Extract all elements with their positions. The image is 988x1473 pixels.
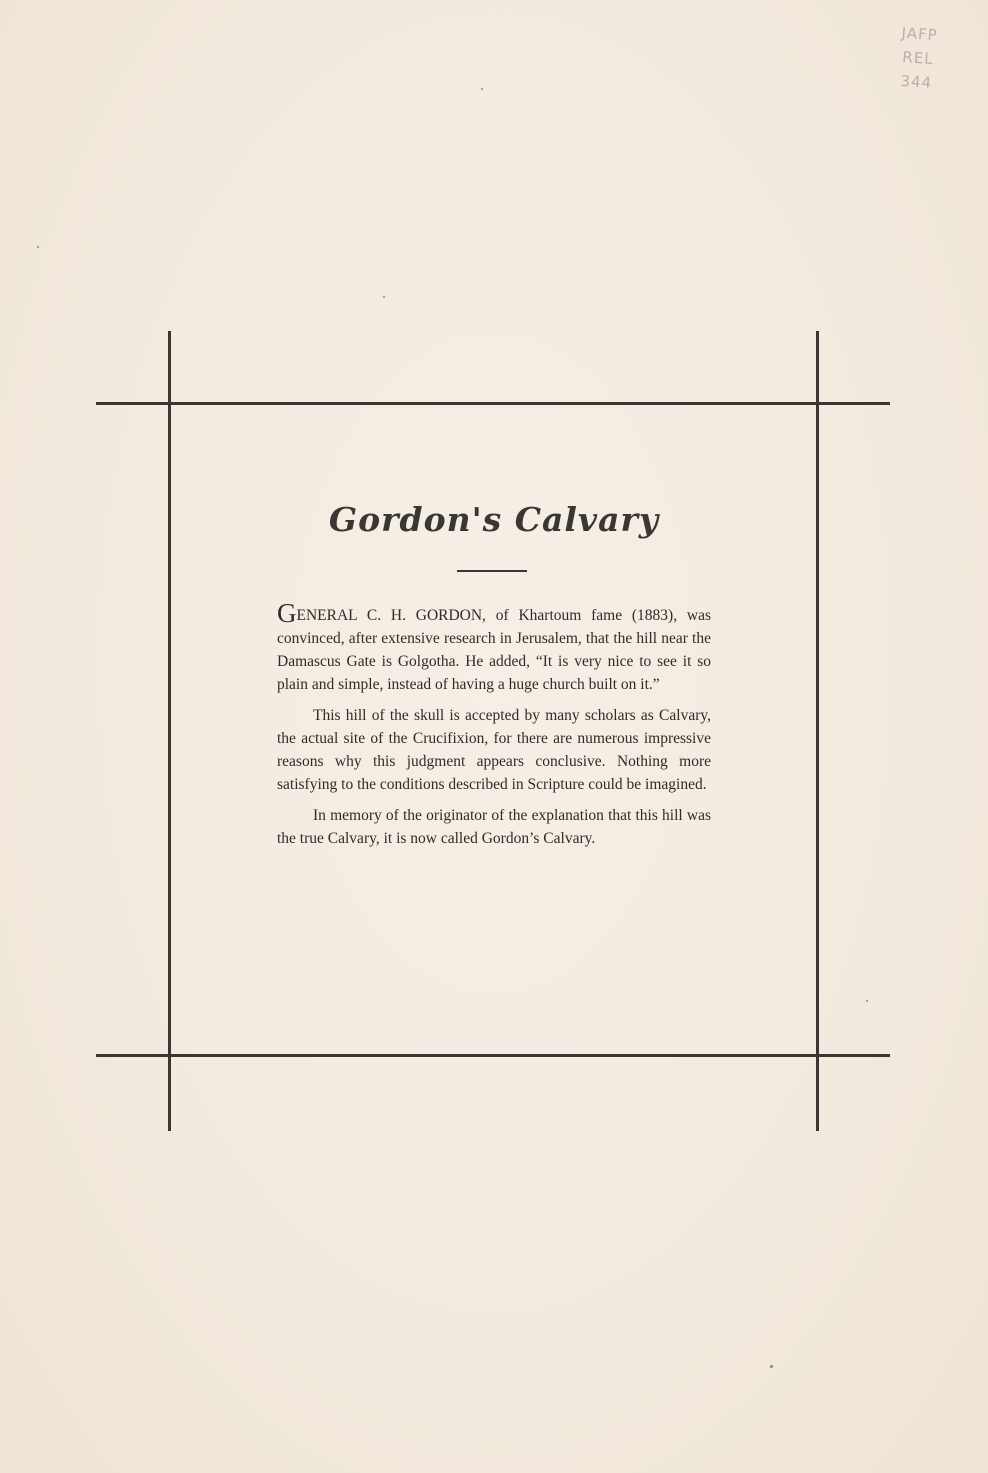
- document-title: Gordon's Calvary: [328, 500, 660, 539]
- paragraph-1: [277, 598, 711, 696]
- archive-mark-line-3: 344: [899, 71, 933, 93]
- archive-pencil-mark: [876, 19, 961, 96]
- paper-speck: [770, 1365, 773, 1368]
- paper-speck: [866, 1000, 868, 1002]
- paper-speck: [37, 246, 39, 248]
- paragraph-1-text: ENERAL C. H. GORDON, of Khartoum fame (1883), was convinced, after extensive research in Jerusalem, that the hill near the Damascus Gate is Golgotha. He added, “It is very nice to see it so plain and simple, instead of having a huge church built on it.”: [277, 607, 711, 693]
- archive-mark-line-1: JAFP: [901, 23, 939, 45]
- frame-right-rule: [816, 331, 819, 1131]
- paper-speck: [383, 296, 385, 298]
- archive-mark-line-2: REL: [901, 47, 935, 69]
- document-body: [277, 598, 711, 858]
- frame-left-rule: [168, 331, 171, 1131]
- paragraph-1-initial: G: [277, 598, 297, 628]
- title-underline: [457, 570, 527, 572]
- frame-bottom-rule: [96, 1054, 890, 1057]
- paper-speck: [481, 88, 483, 90]
- paragraph-2: This hill of the skull is accepted by many scholars as Calvary, the actual site of the Crucifixion, for there are numerous impressive reasons why this judgment appears conclusive. Nothing more satisfying to the conditions described in Scripture could be imagined.: [277, 707, 711, 793]
- paragraph-3: In memory of the originator of the explanation that this hill was the true Calvary, it is now called Gordon’s Calvary.: [277, 807, 711, 847]
- frame-top-rule: [96, 402, 890, 405]
